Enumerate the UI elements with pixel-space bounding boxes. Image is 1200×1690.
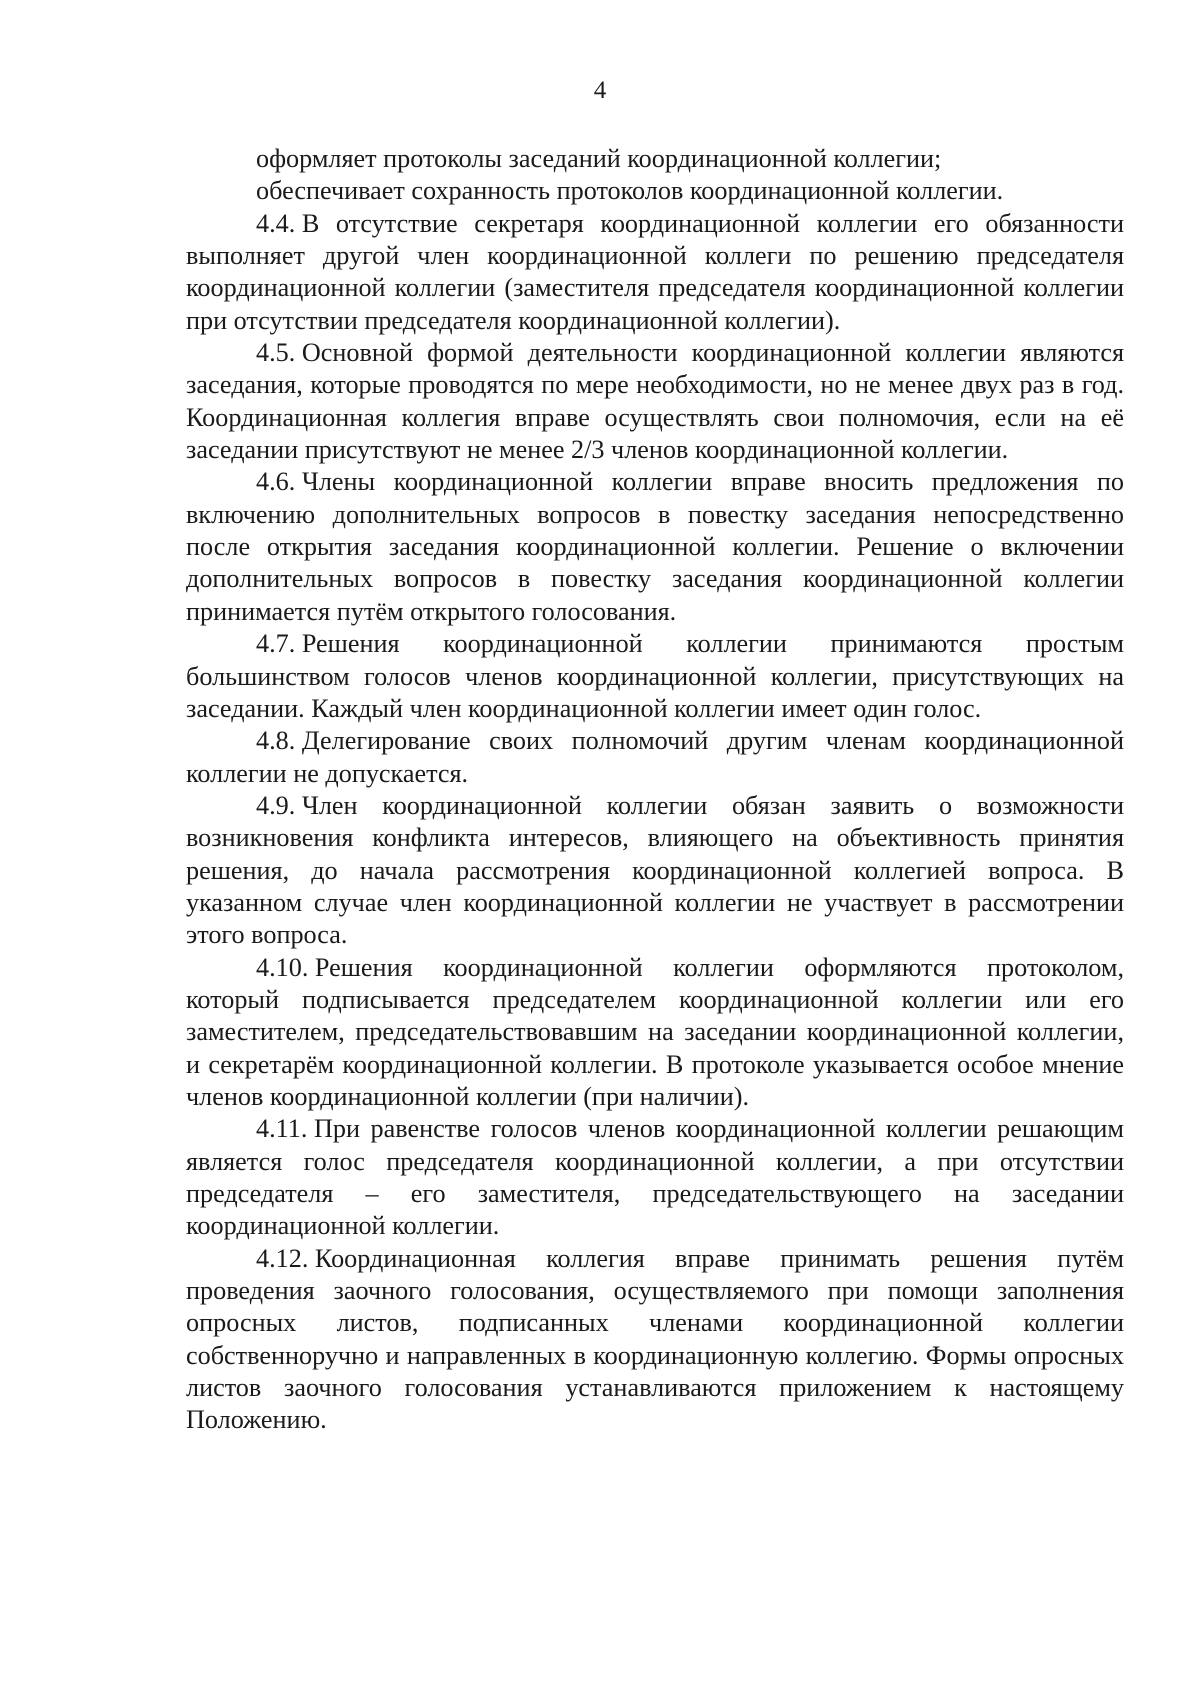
paragraph <box>186 952 1124 1114</box>
paragraph-text: Член координационной коллегии обязан заявить о возможности возникновения конфликта интересов, влияющего на объективность принятия решения, до начала рассмотрения координационной коллегией вопроса. В указанном случае член координационной коллегии не участвует в рассмотрении этого вопроса. <box>186 790 1124 950</box>
paragraph-number: 4.5. <box>256 338 296 368</box>
page-number: 4 <box>593 77 607 104</box>
paragraph <box>186 143 1124 175</box>
paragraph <box>186 790 1124 952</box>
paragraph-number: 4.9. <box>256 790 296 820</box>
document-body <box>186 143 1124 1437</box>
paragraph-number: 4.8. <box>256 726 296 756</box>
paragraph-number: 4.4. <box>256 208 296 238</box>
paragraph-number: 4.12. <box>256 1243 309 1273</box>
paragraph-text: обеспечивает сохранность протоколов координационной коллегии. <box>256 176 1004 206</box>
paragraph <box>186 208 1124 337</box>
paragraph-text: Решения координационной коллегии оформляются протоколом, который подписывается председателем координационной коллегии или его заместителем, председательствовавшим на заседании координационной коллегии, и секретарём координационной коллегии. В протоколе указывается особое мнение членов координационной коллегии (при наличии). <box>186 952 1124 1111</box>
paragraph <box>186 466 1124 628</box>
paragraph-text: оформляет протоколы заседаний координационной коллегии; <box>256 144 942 173</box>
paragraph <box>186 1243 1124 1437</box>
paragraph-number: 4.7. <box>256 629 296 659</box>
paragraph <box>186 337 1124 466</box>
paragraph <box>186 175 1124 207</box>
paragraph-text: Основной формой деятельности координационной коллегии являются заседания, которые проводятся по мере необходимости, но не менее двух раз в год. Координационная коллегия вправе осуществлять свои полномочия, если на её заседании присутствуют не менее 2/3 членов координационной коллегии. <box>186 338 1124 465</box>
paragraph-text: В отсутствие секретаря координационной коллегии его обязанности выполняет другой член координационной коллеги по решению председателя координационной коллегии (заместителя председателя координационной коллегии при отсутствии председателя координационной коллегии). <box>186 208 1124 335</box>
paragraph-text: Делегирование своих полномочий другим членам координационной коллегии не допускается. <box>186 726 1124 788</box>
paragraph <box>186 628 1124 725</box>
paragraph-number: 4.10. <box>256 952 309 982</box>
paragraph <box>186 1113 1124 1242</box>
paragraph-text: Решения координационной коллегии принимаются простым большинством голосов членов координационной коллегии, присутствующих на заседании. Каждый член координационной коллегии имеет один голос. <box>186 629 1124 723</box>
paragraph <box>186 725 1124 790</box>
paragraph-text: При равенстве голосов членов координационной коллегии решающим является голос председателя координационной коллегии, а при отсутствии председателя – его заместителя, председательствующего на заседании координационной коллегии. <box>186 1114 1124 1241</box>
paragraph-number: 4.6. <box>256 467 296 497</box>
paragraph-text: Члены координационной коллегии вправе вносить предложения по включению дополнительных вопросов в повестку заседания непосредственно после открытия заседания координационной коллегии. Решение о включении дополнительных вопросов в повестку заседания координационной коллегии принимается путём открытого голосования. <box>186 467 1124 626</box>
paragraph-number: 4.11. <box>256 1114 308 1144</box>
paragraph-text: Координационная коллегия вправе принимать решения путём проведения заочного голосования, осуществляемого при помощи заполнения опросных листов, подписанных членами координационной коллегии собственноручно и направленных в координационную коллегию. Формы опросных листов заочного голосования устанавливаются приложением к настоящему Положению. <box>186 1243 1124 1435</box>
